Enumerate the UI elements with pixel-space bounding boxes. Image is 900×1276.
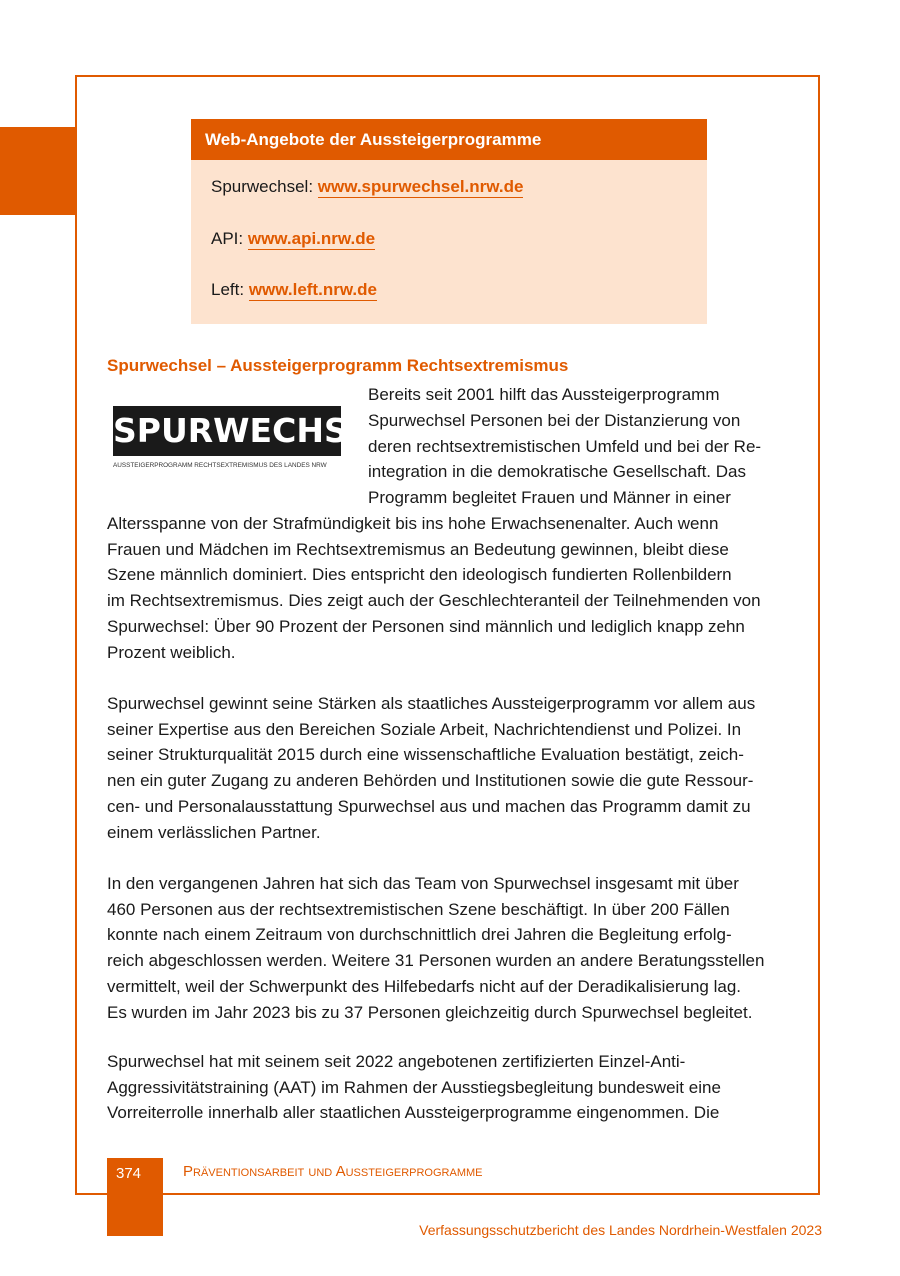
logo-subtitle: AUSSTEIGERPROGRAMM RECHTSEXTREMISMUS DES LANDES NRW [113,462,327,469]
paragraph-2 [107,691,797,845]
text-line: nen ein guter Zugang zu anderen Behörden und Institutionen sowie die gute Ressour- [107,771,754,791]
text-line: Spurwechsel: Über 90 Prozent der Personen sind männlich und lediglich knapp zehn [107,616,745,636]
spurwechsel-logo [113,406,392,474]
left-link[interactable]: www.left.nrw.de [248,280,377,299]
web-offer-label: Left: [211,280,245,299]
intro-line: Programm begleitet Frauen und Männer in einer [368,488,731,507]
text-line: Spurwechsel gewinnt seine Stärken als staatliches Aussteigerprogramm vor allem aus [107,694,756,713]
footer-text: Verfassungsschutzbericht des Landes Nordrhein-Westfalen 2023 [419,1222,822,1238]
text-line: cen- und Personalausstattung Spurwechsel aus und machen das Programm damit zu [107,796,751,816]
text-line: seiner Strukturqualität 2015 durch eine wissenschaftliche Evaluation bestätigt, zeich- [107,745,744,765]
chapter-side-tab [0,127,76,215]
text-line: im Rechtsextremismus. Dies zeigt auch der Geschlechteranteil der Teilnehmenden von [107,591,761,611]
section-title: Spurwechsel – Aussteigerprogramm Rechtsextremismus [107,356,569,375]
text-line: Vorreiterrolle innerhalb aller staatlichen Aussteigerprogramme eingenommen. Die [107,1103,720,1123]
web-offer-label: Spurwechsel: [211,177,314,196]
intro-line: integration in die demokratische Gesellschaft. Das [368,462,746,481]
intro-line: Bereits seit 2001 hilft das Aussteigerprogramm [368,385,720,404]
chapter-title: Präventionsarbeit und Aussteigerprogramme [183,1163,483,1180]
text-line: Aggressivitätstraining (AAT) im Rahmen der Ausstiegsbegleitung bundesweit eine [107,1077,721,1097]
intro-line: deren rechtsextremistischen Umfeld und bei der Re- [368,437,762,456]
paragraph-1 [107,511,797,665]
page-number-tab [107,1158,163,1236]
text-line: In den vergangenen Jahren hat sich das Team von Spurwechsel insgesamt mit über [107,874,739,893]
intro-line: Spurwechsel Personen bei der Distanzierung von [368,411,741,430]
logo-wordmark: SPURWECHSEL [113,406,341,456]
paragraph-4 [107,1049,797,1126]
web-offer-api [211,229,375,249]
web-offer-label: API: [211,229,244,248]
text-line: konnte nach einem Zeitraum von durchschnittlich drei Jahren die Begleitung erfolg- [107,925,732,945]
spurwechsel-link[interactable]: www.spurwechsel.nrw.de [317,177,524,196]
text-line: 460 Personen aus der rechtsextremistischen Szene beschäftigt. In über 200 Fällen [107,899,730,919]
text-line: vermittelt, weil der Schwerpunkt des Hilfebedarfs nicht auf der Deradikalisierung lag. [107,976,742,996]
web-offers-box [191,119,707,324]
text-line: reich abgeschlossen werden. Weitere 31 Personen wurden an andere Beratungsstellen [107,951,765,971]
text-line: seiner Expertise aus den Bereichen Soziale Arbeit, Nachrichtendienst und Polizei. In [107,719,742,739]
web-offers-title: Web-Angebote der Aussteigerprogramme [191,119,707,160]
page-number: 374 [116,1165,142,1182]
web-offer-spurwechsel [211,177,523,197]
api-link[interactable]: www.api.nrw.de [247,229,376,248]
text-line: Frauen und Mädchen im Rechtsextremismus an Bedeutung gewinnen, bleibt diese [107,539,729,559]
web-offer-left [211,280,377,300]
text-line: einem verlässlichen Partner. [107,822,321,842]
text-line: Prozent weiblich. [107,642,236,662]
text-line: Spurwechsel hat mit seinem seit 2022 angebotenen zertifizierten Einzel-Anti- [107,1052,686,1071]
text-line: Es wurden im Jahr 2023 bis zu 37 Personen gleichzeitig durch Spurwechsel begleitet. [107,1002,753,1022]
paragraph-3 [107,871,797,1025]
text-line: Szene männlich dominiert. Dies entspricht den ideologisch fundierten Rollenbildern [107,565,732,585]
text-line: Altersspanne von der Strafmündigkeit bis ins hohe Erwachsenenalter. Auch wenn [107,514,719,533]
